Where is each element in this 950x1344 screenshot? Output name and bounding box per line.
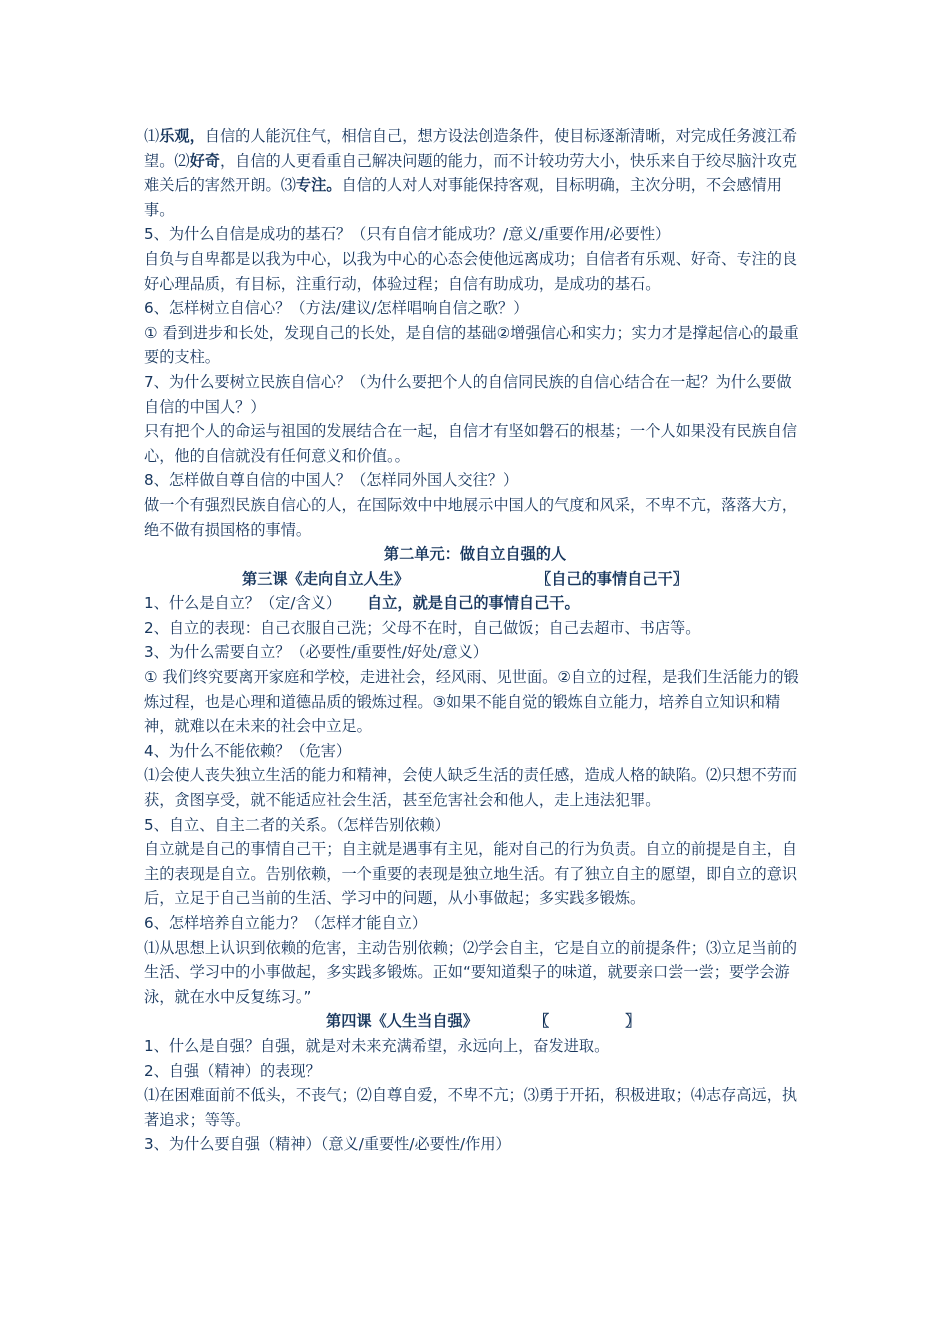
text: ，自信的人更看重自己解决问题的能力，而不计较功劳大小，快乐来自于绞尽脑汁攻克难关后的害然开朗。⑶ [144, 151, 798, 195]
l3-question-5: 5、自立、自主二者的关系。（怎样告别依赖） [144, 815, 450, 834]
l4-question-1: 1、什么是自强？自强，就是对未来充满希望，永远向上，奋发进取。 [144, 1036, 610, 1055]
l3-question-3: 3、为什么需要自立？（必要性/重要性/好处/意义） [144, 643, 488, 662]
bracket-close: 〗 [625, 1012, 641, 1031]
paragraph-confidence-traits [144, 124, 806, 222]
lesson-3-title: 第三课《走向自立人生》 [242, 569, 410, 588]
answer-8: 做一个有强烈民族自信心的人，在国际效中中地展示中国人的气度和风采，不卑不亢，落落大方，绝不做有损国格的事情。 [144, 495, 798, 539]
answer-6: ① 看到进步和长处，发现自己的长处，是自信的基础②增强信心和实力；实力才是撑起信心的最重要的支柱。 [144, 323, 799, 367]
lesson-4-title: 第四课《人生当自强》 [326, 1012, 478, 1031]
l4-answer-2: ⑴在困难面前不低头，不丧气；⑵自尊自爱，不卑不亢；⑶勇于开拓，积极进取；⑷志存高远，执著追求；等等。 [144, 1086, 798, 1129]
keyword-curiosity: 好奇 [189, 151, 220, 170]
l3-question-1 [144, 591, 806, 616]
question-8: 8、怎样做自尊自信的中国人？（怎样同外国人交往？） [144, 471, 519, 490]
lesson-4-heading [144, 1009, 806, 1034]
document-body [144, 124, 806, 1157]
l3-question-4: 4、为什么不能依赖？（危害） [144, 741, 352, 760]
unit-2-title: 第二单元：做自立自强的人 [383, 545, 567, 564]
lesson-3-heading [144, 567, 806, 592]
bracket-open: 〖 [534, 1012, 550, 1031]
lesson-3-tag: 〖自己的事情自己干〗 [536, 569, 688, 588]
keyword-focus: 专注。 [295, 176, 342, 195]
answer-5: 自负与自卑都是以我为中心，以我为中心的心态会使他远离成功；自信者有乐观、好奇、专注的良好心理品质，有目标，注重行动，体验过程；自信有助成功，是成功的基石。 [144, 249, 798, 293]
l4-question-3: 3、为什么要自强（精神）（意义/重要性/必要性/作用） [144, 1135, 511, 1154]
answer-7: 只有把个人的命运与祖国的发展结合在一起，自信才有坚如磐石的根基；一个人如果没有民族自信心，他的自信就没有任何意义和价值。。 [144, 422, 798, 465]
question-5: 5、为什么自信是成功的基石？（只有自信才能成功？/意义/重要作用/必要性） [144, 225, 671, 244]
l3-answer-5: 自立就是自己的事情自己干；自主就是遇事有主见，能对自己的行为负责。自立的前提是自主，自主的表现是自立。告别依赖，一个重要的表现是独立地生活。有了独立自主的愿望，即自立的意识后，立足于自己当前的生活、学习中的问题，从小事做起；多实践多锻炼。 [144, 840, 798, 908]
l3-answer-4: ⑴会使人丧失独立生活的能力和精神，会使人缺乏生活的责任感，造成人格的缺陷。⑵只想不劳而获，贪图享受，就不能适应社会生活，甚至危害社会和他人，走上违法犯罪。 [144, 766, 798, 810]
text: 自信的人对人对事能保持客观，目标明确，主次分明，不会感情用事。 [144, 176, 782, 219]
l4-question-2: 2、自强（精神）的表现？ [144, 1061, 321, 1080]
l3-question-1-text: 1、什么是自立？（定/含义） [144, 594, 342, 613]
l3-answer-3: ① 我们终究要离开家庭和学校，走进社会，经风雨、见世面。②自立的过程，是我们生活能力的锻炼过程，也是心理和道德品质的锻炼过程。③如果不能自觉的锻炼自立能力，培养自立知识和精神，就难以在未来的社会中立足。 [144, 668, 799, 736]
list-number: ⑴ [144, 127, 160, 145]
l3-answer-1: 自立，就是自己的事情自己干。 [367, 594, 580, 613]
l3-answer-6: ⑴从思想上认识到依赖的危害，主动告别依赖；⑵学会自主，它是自立的前提条件；⑶立足当前的生活、学习中的小事做起，多实践多锻炼。正如“要知道梨子的味道，就要亲口尝一尝；要学会游泳，就在水中反复练习。” [144, 938, 798, 1006]
lesson-4-tag [534, 1009, 640, 1034]
question-7: 7、为什么要树立民族自信心？（为什么要把个人的自信同民族的自信心结合在一起？为什么要做自信的中国人？） [144, 372, 792, 416]
text: 自信的人能沉住气，相信自己，想方设法创造条件，使目标逐渐清晰，对完成任务渡江希望。⑵ [144, 127, 798, 170]
l3-question-6: 6、怎样培养自立能力？（怎样才能自立） [144, 914, 428, 932]
question-6: 6、怎样树立自信心？（方法/建议/怎样唱响自信之歌？） [144, 299, 529, 318]
l3-question-2: 2、自立的表现：自己衣服自己洗；父母不在时，自己做饭；自己去超市、书店等。 [144, 618, 701, 637]
keyword-optimism: 乐观， [159, 127, 205, 145]
